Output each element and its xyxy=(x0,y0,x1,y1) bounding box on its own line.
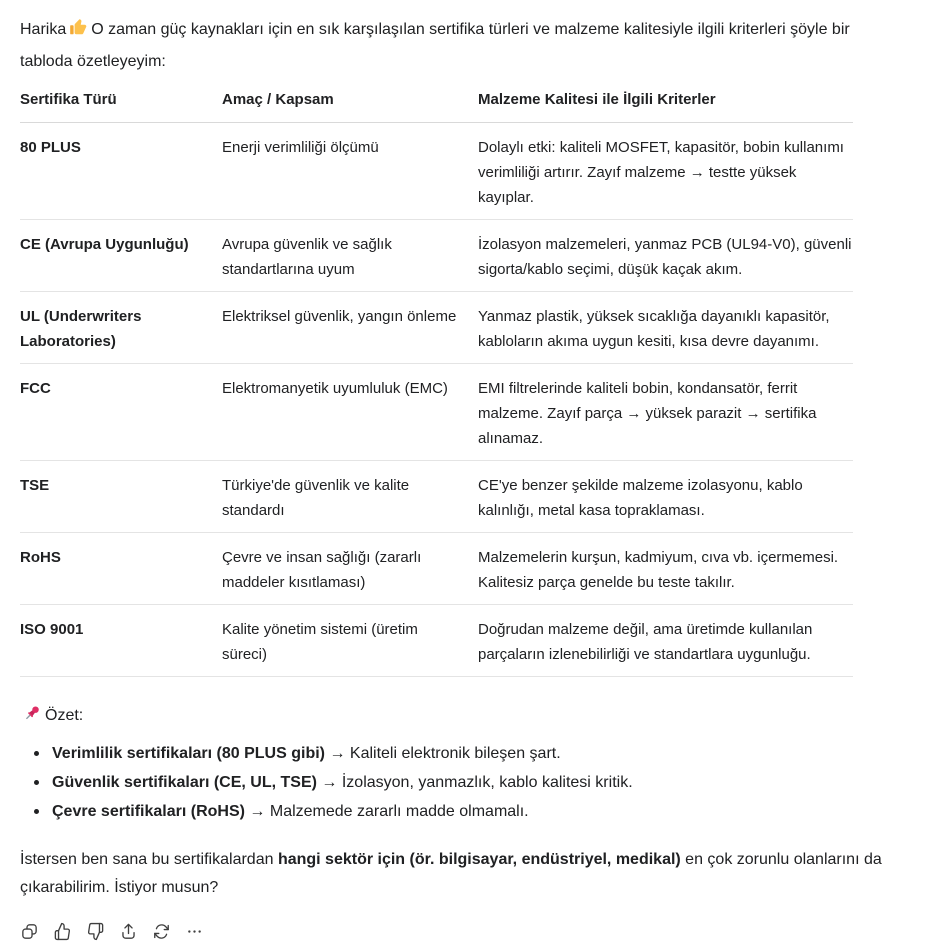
list-item xyxy=(20,768,908,797)
intro-lead: Harika xyxy=(20,21,67,38)
cell-cert-type: RoHS xyxy=(20,533,222,605)
cell-purpose: Avrupa güvenlik ve sağlık standartlarına uyum xyxy=(222,220,478,292)
share-icon xyxy=(119,922,138,941)
column-header-criteria: Malzeme Kalitesi ile İlgili Kriterler xyxy=(478,88,853,123)
thumbs-up-emoji xyxy=(69,18,88,37)
more-options-button[interactable] xyxy=(180,917,208,945)
cell-cert-type: 80 PLUS xyxy=(20,123,222,220)
summary-title-text: Özet: xyxy=(45,707,84,724)
bullet-bold-text: Verimlilik sertifikaları (80 PLUS gibi) xyxy=(52,745,325,762)
table-row xyxy=(20,123,853,220)
bullet-icon xyxy=(34,780,39,785)
table-header-row xyxy=(20,88,853,123)
cell-purpose: Türkiye'de güvenlik ve kalite standardı xyxy=(222,461,478,533)
bullet-rest-text: → Kaliteli elektronik bileşen şart. xyxy=(325,745,561,762)
summary-heading xyxy=(20,702,908,730)
thumbs-up-icon xyxy=(53,922,72,941)
thumbs-up-button[interactable] xyxy=(48,917,76,945)
bullet-icon xyxy=(34,751,39,756)
cell-purpose: Çevre ve insan sağlığı (zararlı maddeler kısıtlaması) xyxy=(222,533,478,605)
bullet-bold-text: Çevre sertifikaları (RoHS) xyxy=(52,803,245,820)
message-action-bar xyxy=(15,917,908,945)
more-options-icon xyxy=(185,922,204,941)
cell-criteria: Malzemelerin kurşun, kadmiyum, cıva vb. içermemesi. Kalitesiz parça genelde bu teste takılır. xyxy=(478,533,853,605)
cell-purpose: Elektriksel güvenlik, yangın önleme xyxy=(222,292,478,364)
cell-cert-type: UL (Underwriters Laboratories) xyxy=(20,292,222,364)
cell-cert-type: CE (Avrupa Uygunluğu) xyxy=(20,220,222,292)
followup-paragraph xyxy=(20,846,904,902)
table-row xyxy=(20,461,853,533)
thumbs-down-button[interactable] xyxy=(81,917,109,945)
followup-bold: hangi sektör için (ör. bilgisayar, endüstriyel, medikal) xyxy=(277,851,681,868)
cell-purpose: Elektromanyetik uyumluluk (EMC) xyxy=(222,364,478,461)
cell-cert-type: ISO 9001 xyxy=(20,605,222,677)
regenerate-button[interactable] xyxy=(147,917,175,945)
cell-criteria: EMI filtrelerinde kaliteli bobin, kondansatör, ferrit malzeme. Zayıf parça → yüksek parazit → sertifika alınamaz. xyxy=(478,364,853,461)
certifications-table xyxy=(20,88,853,677)
list-item xyxy=(20,739,908,768)
summary-list xyxy=(20,739,908,826)
intro-body: O zaman güç kaynakları için en sık karşılaşılan sertifika türleri ve malzeme kalitesiyle ilgili kriterleri şöyle bir tabloda özetleyeyim: xyxy=(20,21,850,70)
cell-criteria: Dolaylı etki: kaliteli MOSFET, kapasitör, bobin kullanımı verimliliği artırır. Zayıf malzeme → testte yüksek kayıplar. xyxy=(478,123,853,220)
bullet-rest-text: → İzolasyon, yanmazlık, kablo kalitesi kritik. xyxy=(316,774,633,791)
copy-icon xyxy=(20,922,39,941)
cell-purpose: Enerji verimliliği ölçümü xyxy=(222,123,478,220)
bullet-icon xyxy=(34,809,39,814)
list-item xyxy=(20,797,908,826)
table-row xyxy=(20,292,853,364)
table-row xyxy=(20,605,853,677)
followup-pre: İstersen ben sana bu sertifikalardan xyxy=(20,851,278,868)
column-header-cert-type: Sertifika Türü xyxy=(20,88,222,123)
cell-cert-type: TSE xyxy=(20,461,222,533)
cell-criteria: Yanmaz plastik, yüksek sıcaklığa dayanıklı kapasitör, kabloların akıma uygun kesiti, kısa devre dayanımı. xyxy=(478,292,853,364)
table-row xyxy=(20,220,853,292)
cell-criteria: CE'ye benzer şekilde malzeme izolasyonu, kablo kalınlığı, metal kasa topraklaması. xyxy=(478,461,853,533)
table-row xyxy=(20,364,853,461)
column-header-purpose: Amaç / Kapsam xyxy=(222,88,478,123)
copy-button[interactable] xyxy=(15,917,43,945)
cell-cert-type: FCC xyxy=(20,364,222,461)
followup-post: en çok zorunlu olanlarını da çıkarabilirim. İstiyor musun? xyxy=(20,851,882,896)
thumbs-down-icon xyxy=(86,922,105,941)
pushpin-emoji xyxy=(23,704,42,723)
regenerate-icon xyxy=(152,922,171,941)
intro-paragraph xyxy=(20,14,904,78)
bullet-rest-text: → Malzemede zararlı madde olmamalı. xyxy=(244,803,529,820)
cell-criteria: İzolasyon malzemeleri, yanmaz PCB (UL94-V0), güvenli sigorta/kablo seçimi, düşük kaçak akım. xyxy=(478,220,853,292)
share-button[interactable] xyxy=(114,917,142,945)
table-row xyxy=(20,533,853,605)
cell-criteria: Doğrudan malzeme değil, ama üretimde kullanılan parçaların izlenebilirliği ve standartlara uygunluğu. xyxy=(478,605,853,677)
bullet-bold-text: Güvenlik sertifikaları (CE, UL, TSE) xyxy=(52,774,317,791)
cell-purpose: Kalite yönetim sistemi (üretim süreci) xyxy=(222,605,478,677)
